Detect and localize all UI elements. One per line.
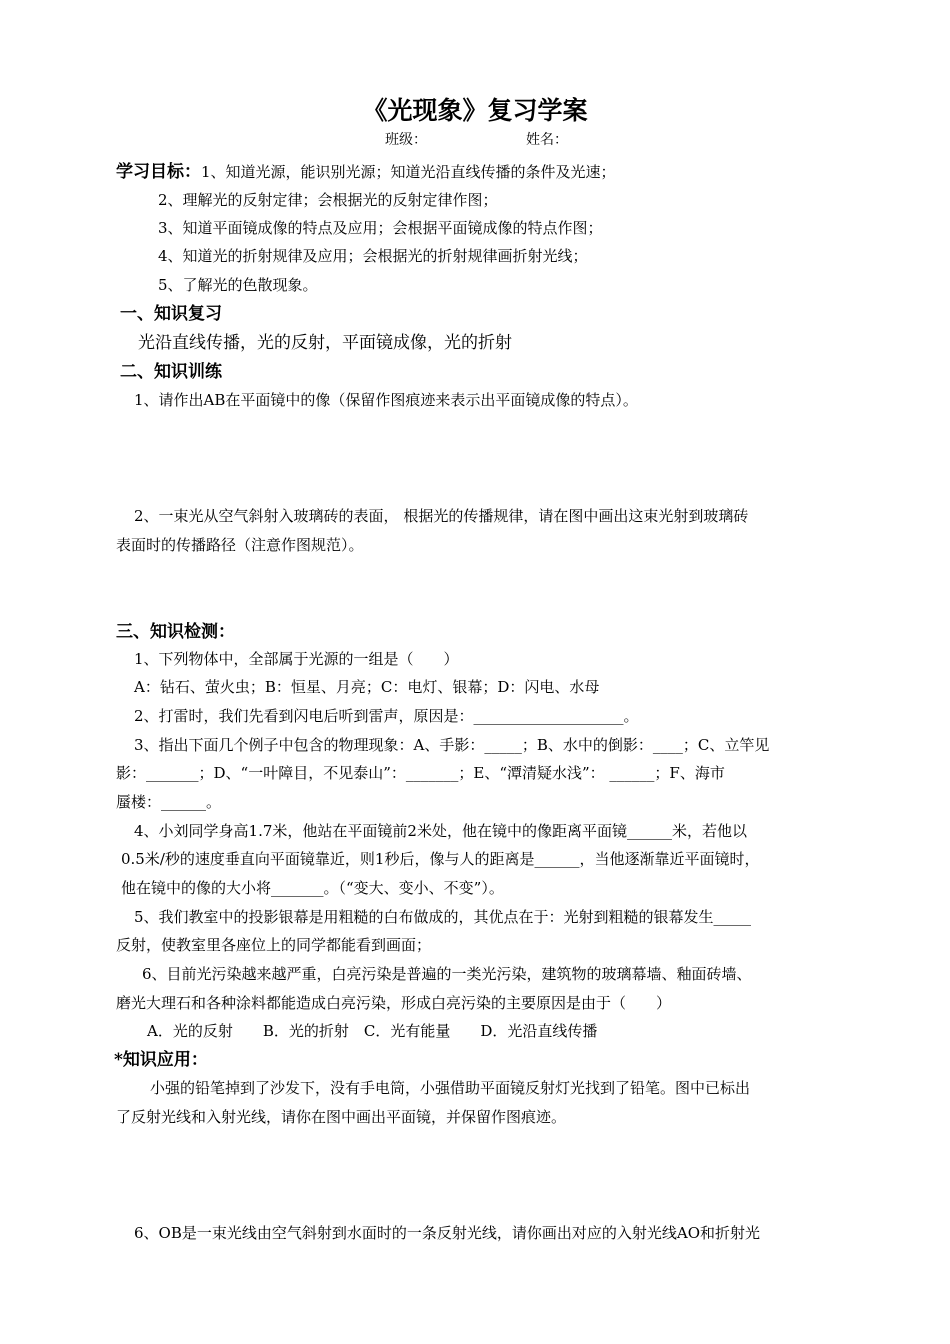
class-label: 班级： [385,132,427,148]
goal-item-2: 2、理解光的反射定律；会根据光的反射定律作图； [158,191,498,209]
section3-q2: 2、打雷时，我们先看到闪电后听到雷声，原因是：____________________。 [134,707,639,725]
section3-q5-line2: 反射，使教室里各座位上的同学都能看到画面； [116,936,432,954]
goal-item-1: 1、知道光源，能识别光源；知道光沿直线传播的条件及光速； [201,163,616,181]
section3-q3-line2: 影：_______；D、“一叶障目，不见泰山”：_______；E、“潭清疑水浅”： ______；F、海市 [116,764,725,782]
goal-item-4: 4、知道光的折射规律及应用；会根据光的折射规律画折射光线； [158,247,588,265]
section1-heading: 一、知识复习 [120,304,222,324]
section3-q1-options: A：钻石、萤火虫；B：恒星、月亮；C：电灯、银幕；D：闪电、水母 [134,678,600,696]
section2-heading: 二、知识训练 [120,362,222,382]
section3-q6-line1: 6、目前光污染越来越严重，白亮污染是普遍的一类光污染，建筑物的玻璃幕墙、釉面砖墙、 [142,965,752,983]
section2-q2-line1: 2、一束光从空气斜射入玻璃砖的表面， 根据光的传播规律，请在图中画出这束光射到玻璃砖 [134,507,749,525]
section3-q4-line3: 他在镜中的像的大小将_______。（“变大、变小、不变”）。 [121,879,504,897]
section1-content: 光沿直线传播，光的反射，平面镜成像，光的折射 [138,333,512,353]
application-q6: 6、OB是一束光线由空气斜射到水面时的一条反射光线，请你画出对应的入射光线AO和折射光 [134,1224,760,1242]
goal-item-3: 3、知道平面镜成像的特点及应用；会根据平面镜成像的特点作图； [158,219,603,237]
section3-q6-options: A．光的反射 B．光的折射 C．光有能量 D．光沿直线传播 [147,1022,598,1040]
application-heading: *知识应用： [114,1050,208,1070]
application-line2: 了反射光线和入射光线，请你在图中画出平面镜，并保留作图痕迹。 [116,1108,567,1126]
section3-q4-line1: 4、小刘同学身高1.7米，他站在平面镜前2米处，他在镜中的像距离平面镜______米，若他以 [134,822,747,840]
section3-q1: 1、下列物体中，全部属于光源的一组是（ ） [134,650,459,668]
section2-q1: 1、请作出AB在平面镜中的像（保留作图痕迹来表示出平面镜成像的特点）。 [134,391,638,409]
section3-q3-line3: 蜃楼：______。 [116,793,222,811]
section3-q6-line2: 磨光大理石和各种涂料都能造成白亮污染，形成白亮污染的主要原因是由于（ ） [116,994,672,1012]
name-label: 姓名： [526,132,568,148]
goal-item-5: 5、了解光的色散现象。 [158,276,318,294]
goal-line-1 [116,161,616,183]
goals-label: 学习目标： [116,162,201,182]
section3-q4-line2: 0.5米/秒的速度垂直向平面镜靠近，则1秒后，像与人的距离是______，当他逐渐靠近平面镜时， [121,850,760,868]
page-title: 《光现象》复习学案 [362,96,588,125]
section3-q3-line1: 3、指出下面几个例子中包含的物理现象：A、手影：_____；B、水中的倒影：____；C、立竿见 [134,736,770,754]
section2-q2-line2: 表面时的传播路径（注意作图规范）。 [116,536,364,554]
section3-heading: 三、知识检测： [116,622,235,642]
section3-q5-line1: 5、我们教室中的投影银幕是用粗糙的白布做成的，其优点在于：光射到粗糙的银幕发生_____ [134,908,752,926]
application-line1: 小强的铅笔掉到了沙发下，没有手电筒，小强借助平面镜反射灯光找到了铅笔。图中已标出 [150,1079,751,1097]
